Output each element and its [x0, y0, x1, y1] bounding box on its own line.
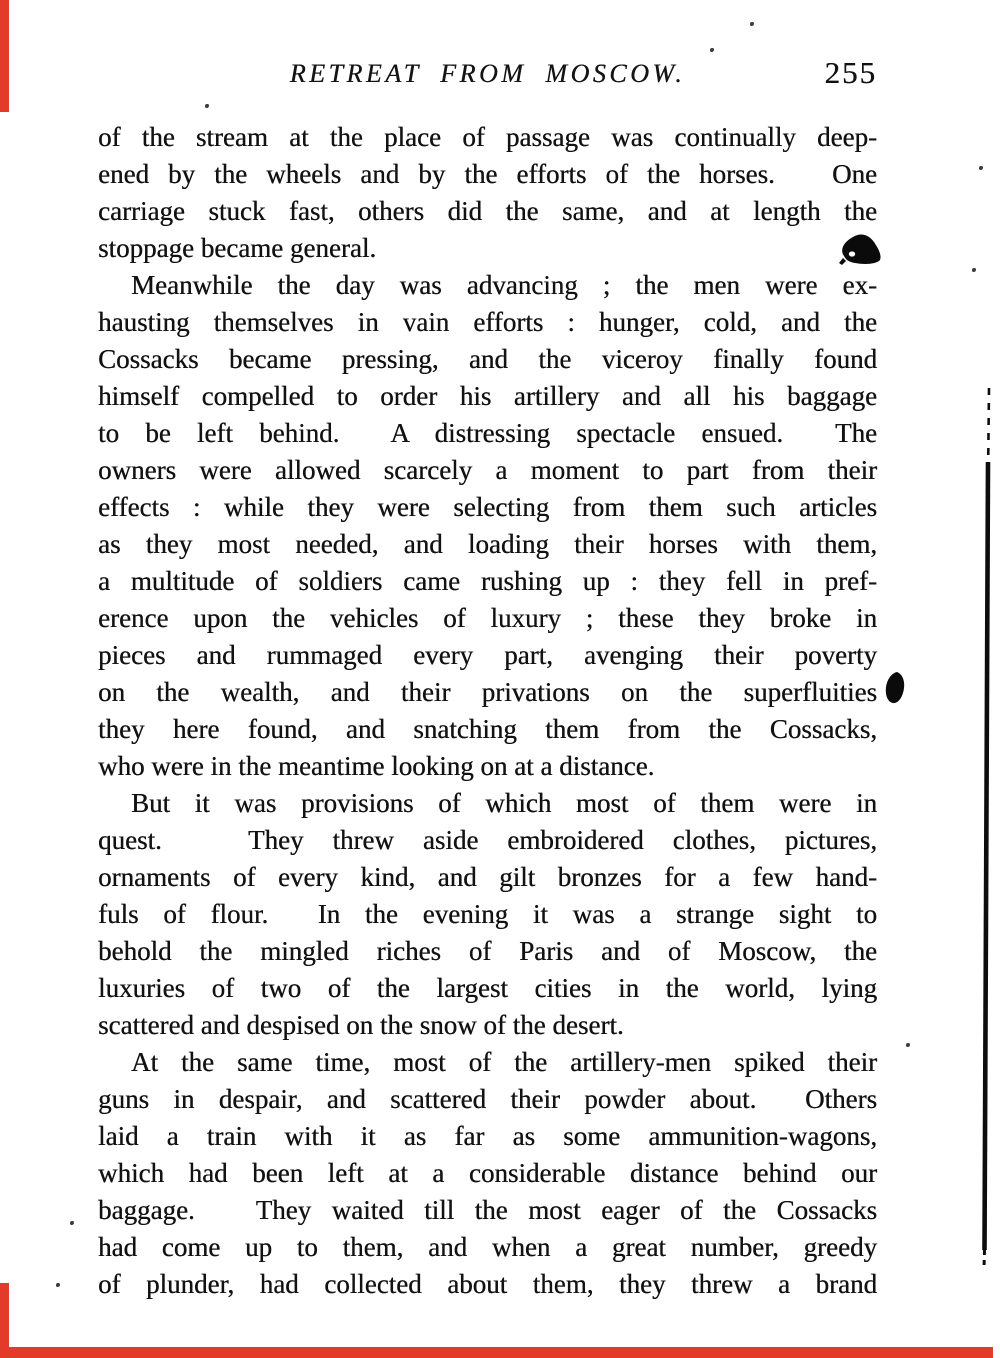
text-line: fuls of flour. In the evening it was a strange sight to	[98, 899, 877, 929]
text-line: hausting themselves in vain efforts : hunger, cold, and the	[98, 307, 877, 337]
text-line: Cossacks became pressing, and the viceroy finally found	[98, 344, 877, 374]
text-line: who were in the meantime looking on at a distance.	[98, 751, 655, 781]
scan-speck	[972, 268, 976, 272]
ink-blot-icon	[886, 672, 904, 703]
paragraph	[98, 119, 877, 267]
text-line: a multitude of soldiers came rushing up : they fell in pref-	[98, 566, 877, 596]
text-line: luxuries of two of the largest cities in the world, lying	[98, 973, 877, 1003]
red-edge-mark-bottom	[9, 1347, 993, 1358]
scan-gutter-line	[984, 388, 989, 1268]
page-header	[98, 55, 877, 101]
text-line: At the same time, most of the artillery-men spiked their	[131, 1047, 877, 1077]
text-line: pieces and rummaged every part, avenging their poverty	[98, 640, 877, 670]
scan-speck	[56, 1283, 60, 1287]
red-edge-mark-left-bottom	[0, 1283, 9, 1358]
red-edge-mark-left-top	[0, 0, 9, 112]
text-line: as they most needed, and loading their horses with them,	[98, 529, 877, 559]
scan-speck	[906, 1043, 910, 1047]
text-line: But it was provisions of which most of them were in	[131, 788, 877, 818]
scan-speck	[710, 48, 714, 52]
running-title: RETREAT FROM MOSCOW.	[289, 59, 686, 88]
text-line: himself compelled to order his artillery and all his baggage	[98, 381, 877, 411]
text-line: to be left behind. A distressing spectacle ensued. The	[98, 418, 877, 448]
text-line: scattered and despised on the snow of the desert.	[98, 1010, 624, 1040]
text-line: they here found, and snatching them from the Cossacks,	[98, 714, 877, 744]
scan-speck	[750, 22, 754, 26]
text-line: stoppage became general.	[98, 233, 377, 263]
text-line: carriage stuck fast, others did the same, and at length the	[98, 196, 877, 226]
text-line: erence upon the vehicles of luxury ; these they broke in	[98, 603, 877, 633]
text-line: baggage. They waited till the most eager of the Cossacks	[98, 1195, 877, 1225]
text-line: owners were allowed scarcely a moment to part from their	[98, 455, 877, 485]
text-line: ened by the wheels and by the efforts of the horses. One	[98, 159, 877, 189]
text-line: on the wealth, and their privations on the superfluities	[98, 677, 877, 707]
scan-speck	[979, 166, 983, 170]
text-line: which had been left at a considerable distance behind our	[98, 1158, 877, 1188]
paragraph	[98, 267, 877, 785]
text-line: effects : while they were selecting from them such articles	[98, 492, 877, 522]
text-line: laid a train with it as far as some ammunition-wagons,	[98, 1121, 877, 1151]
text-line: of plunder, had collected about them, they threw a brand	[98, 1269, 877, 1299]
paragraph	[98, 1044, 877, 1303]
text-line: ornaments of every kind, and gilt bronzes for a few hand-	[98, 862, 877, 892]
text-line: of the stream at the place of passage was continually deep-	[98, 122, 877, 152]
text-line: Meanwhile the day was advancing ; the men were ex-	[131, 270, 877, 300]
text-line: guns in despair, and scattered their powder about. Others	[98, 1084, 877, 1114]
text-line: quest. They threw aside embroidered clothes, pictures,	[98, 825, 877, 855]
page-number: 255	[824, 55, 877, 90]
scan-speck	[205, 104, 209, 108]
text-line: had come up to them, and when a great number, greedy	[98, 1232, 877, 1262]
page-body	[98, 119, 877, 1303]
scan-speck	[70, 1221, 74, 1225]
text-line: behold the mingled riches of Paris and of Moscow, the	[98, 936, 877, 966]
paragraph	[98, 785, 877, 1044]
